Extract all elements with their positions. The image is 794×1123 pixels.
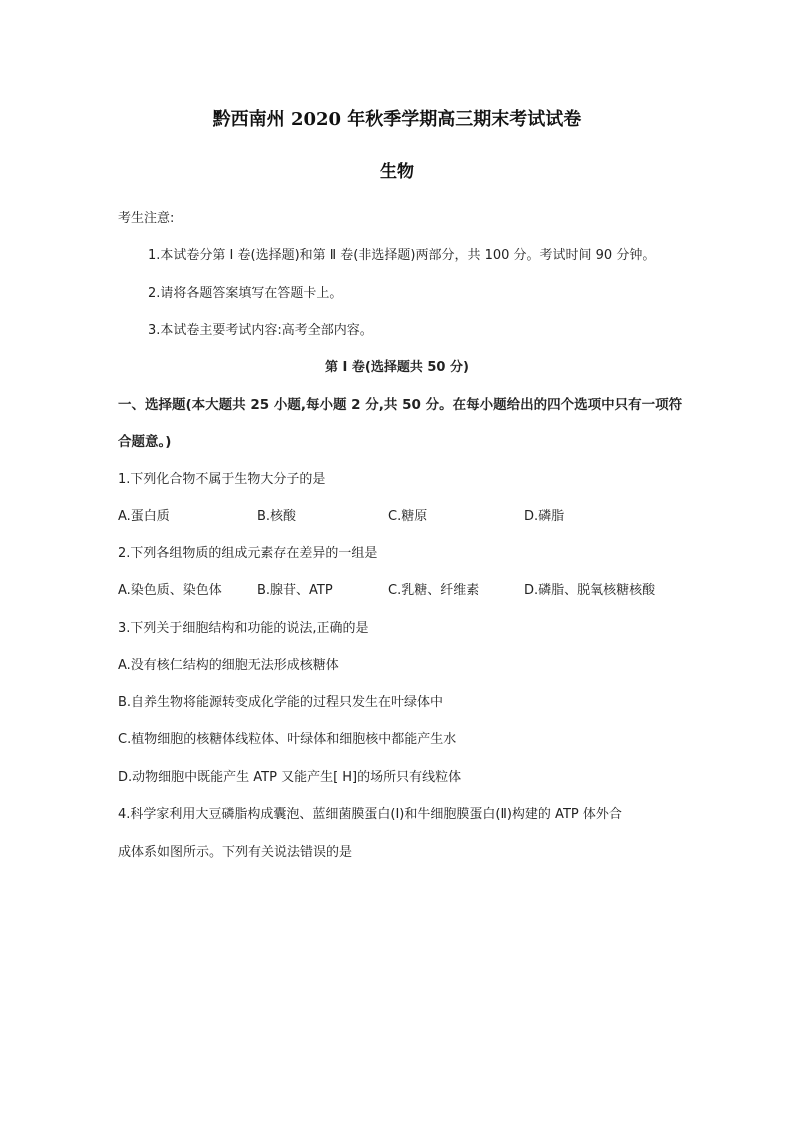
- question-4-stem-line2: 成体系如图所示。下列有关说法错误的是: [118, 845, 353, 860]
- notice-item-1: 1.本试卷分第 Ⅰ 卷(选择题)和第 Ⅱ 卷(非选择题)两部分，共 100 分。考试时间 90 分钟。: [148, 248, 656, 263]
- notice-item-2: 2.请将各题答案填写在答题卡上。: [148, 286, 343, 301]
- exam-title: 黔西南州 2020 年秋季学期高三期末考试试卷: [212, 109, 582, 130]
- question-1-option-b: B.核酸: [257, 509, 297, 524]
- question-3-option-a: A.没有核仁结构的细胞无法形成核糖体: [118, 658, 339, 673]
- question-2-option-c: C.乳糖、纤维素: [388, 583, 480, 598]
- question-1-option-d: D.磷脂: [524, 509, 565, 524]
- question-2-option-a: A.染色质、染色体: [118, 583, 222, 598]
- question-2-option-d: D.磷脂、脱氧核糖核酸: [524, 583, 656, 598]
- question-4-stem-line1: 4.科学家利用大豆磷脂构成囊泡、蓝细菌膜蛋白(Ⅰ)和牛细胞膜蛋白(Ⅱ)构建的 ATP 体外合: [118, 807, 622, 822]
- notice-heading: 考生注意:: [118, 211, 175, 226]
- question-1-option-a: A.蛋白质: [118, 509, 170, 524]
- question-3-option-b: B.自养生物将能源转变成化学能的过程只发生在叶绿体中: [118, 695, 444, 710]
- part1-heading: 第 Ⅰ 卷(选择题共 50 分): [325, 360, 469, 375]
- question-2-stem: 2.下列各组物质的组成元素存在差异的一组是: [118, 546, 378, 561]
- section1-instructions-line2: 合题意。): [118, 434, 172, 450]
- subject-title: 生物: [380, 162, 414, 182]
- section1-instructions-line1: 一、选择题(本大题共 25 小题,每小题 2 分,共 50 分。在每小题给出的四个选项中只有一项符: [118, 397, 683, 413]
- question-2-option-b: B.腺苷、ATP: [257, 583, 333, 598]
- question-3-option-d: D.动物细胞中既能产生 ATP 又能产生[ H]的场所只有线粒体: [118, 770, 462, 785]
- question-1-option-c: C.糖原: [388, 509, 428, 524]
- question-3-stem: 3.下列关于细胞结构和功能的说法,正确的是: [118, 621, 369, 636]
- question-3-option-c: C.植物细胞的核糖体线粒体、叶绿体和细胞核中都能产生水: [118, 732, 457, 747]
- question-1-stem: 1.下列化合物不属于生物大分子的是: [118, 472, 326, 487]
- notice-item-3: 3.本试卷主要考试内容:高考全部内容。: [148, 323, 373, 338]
